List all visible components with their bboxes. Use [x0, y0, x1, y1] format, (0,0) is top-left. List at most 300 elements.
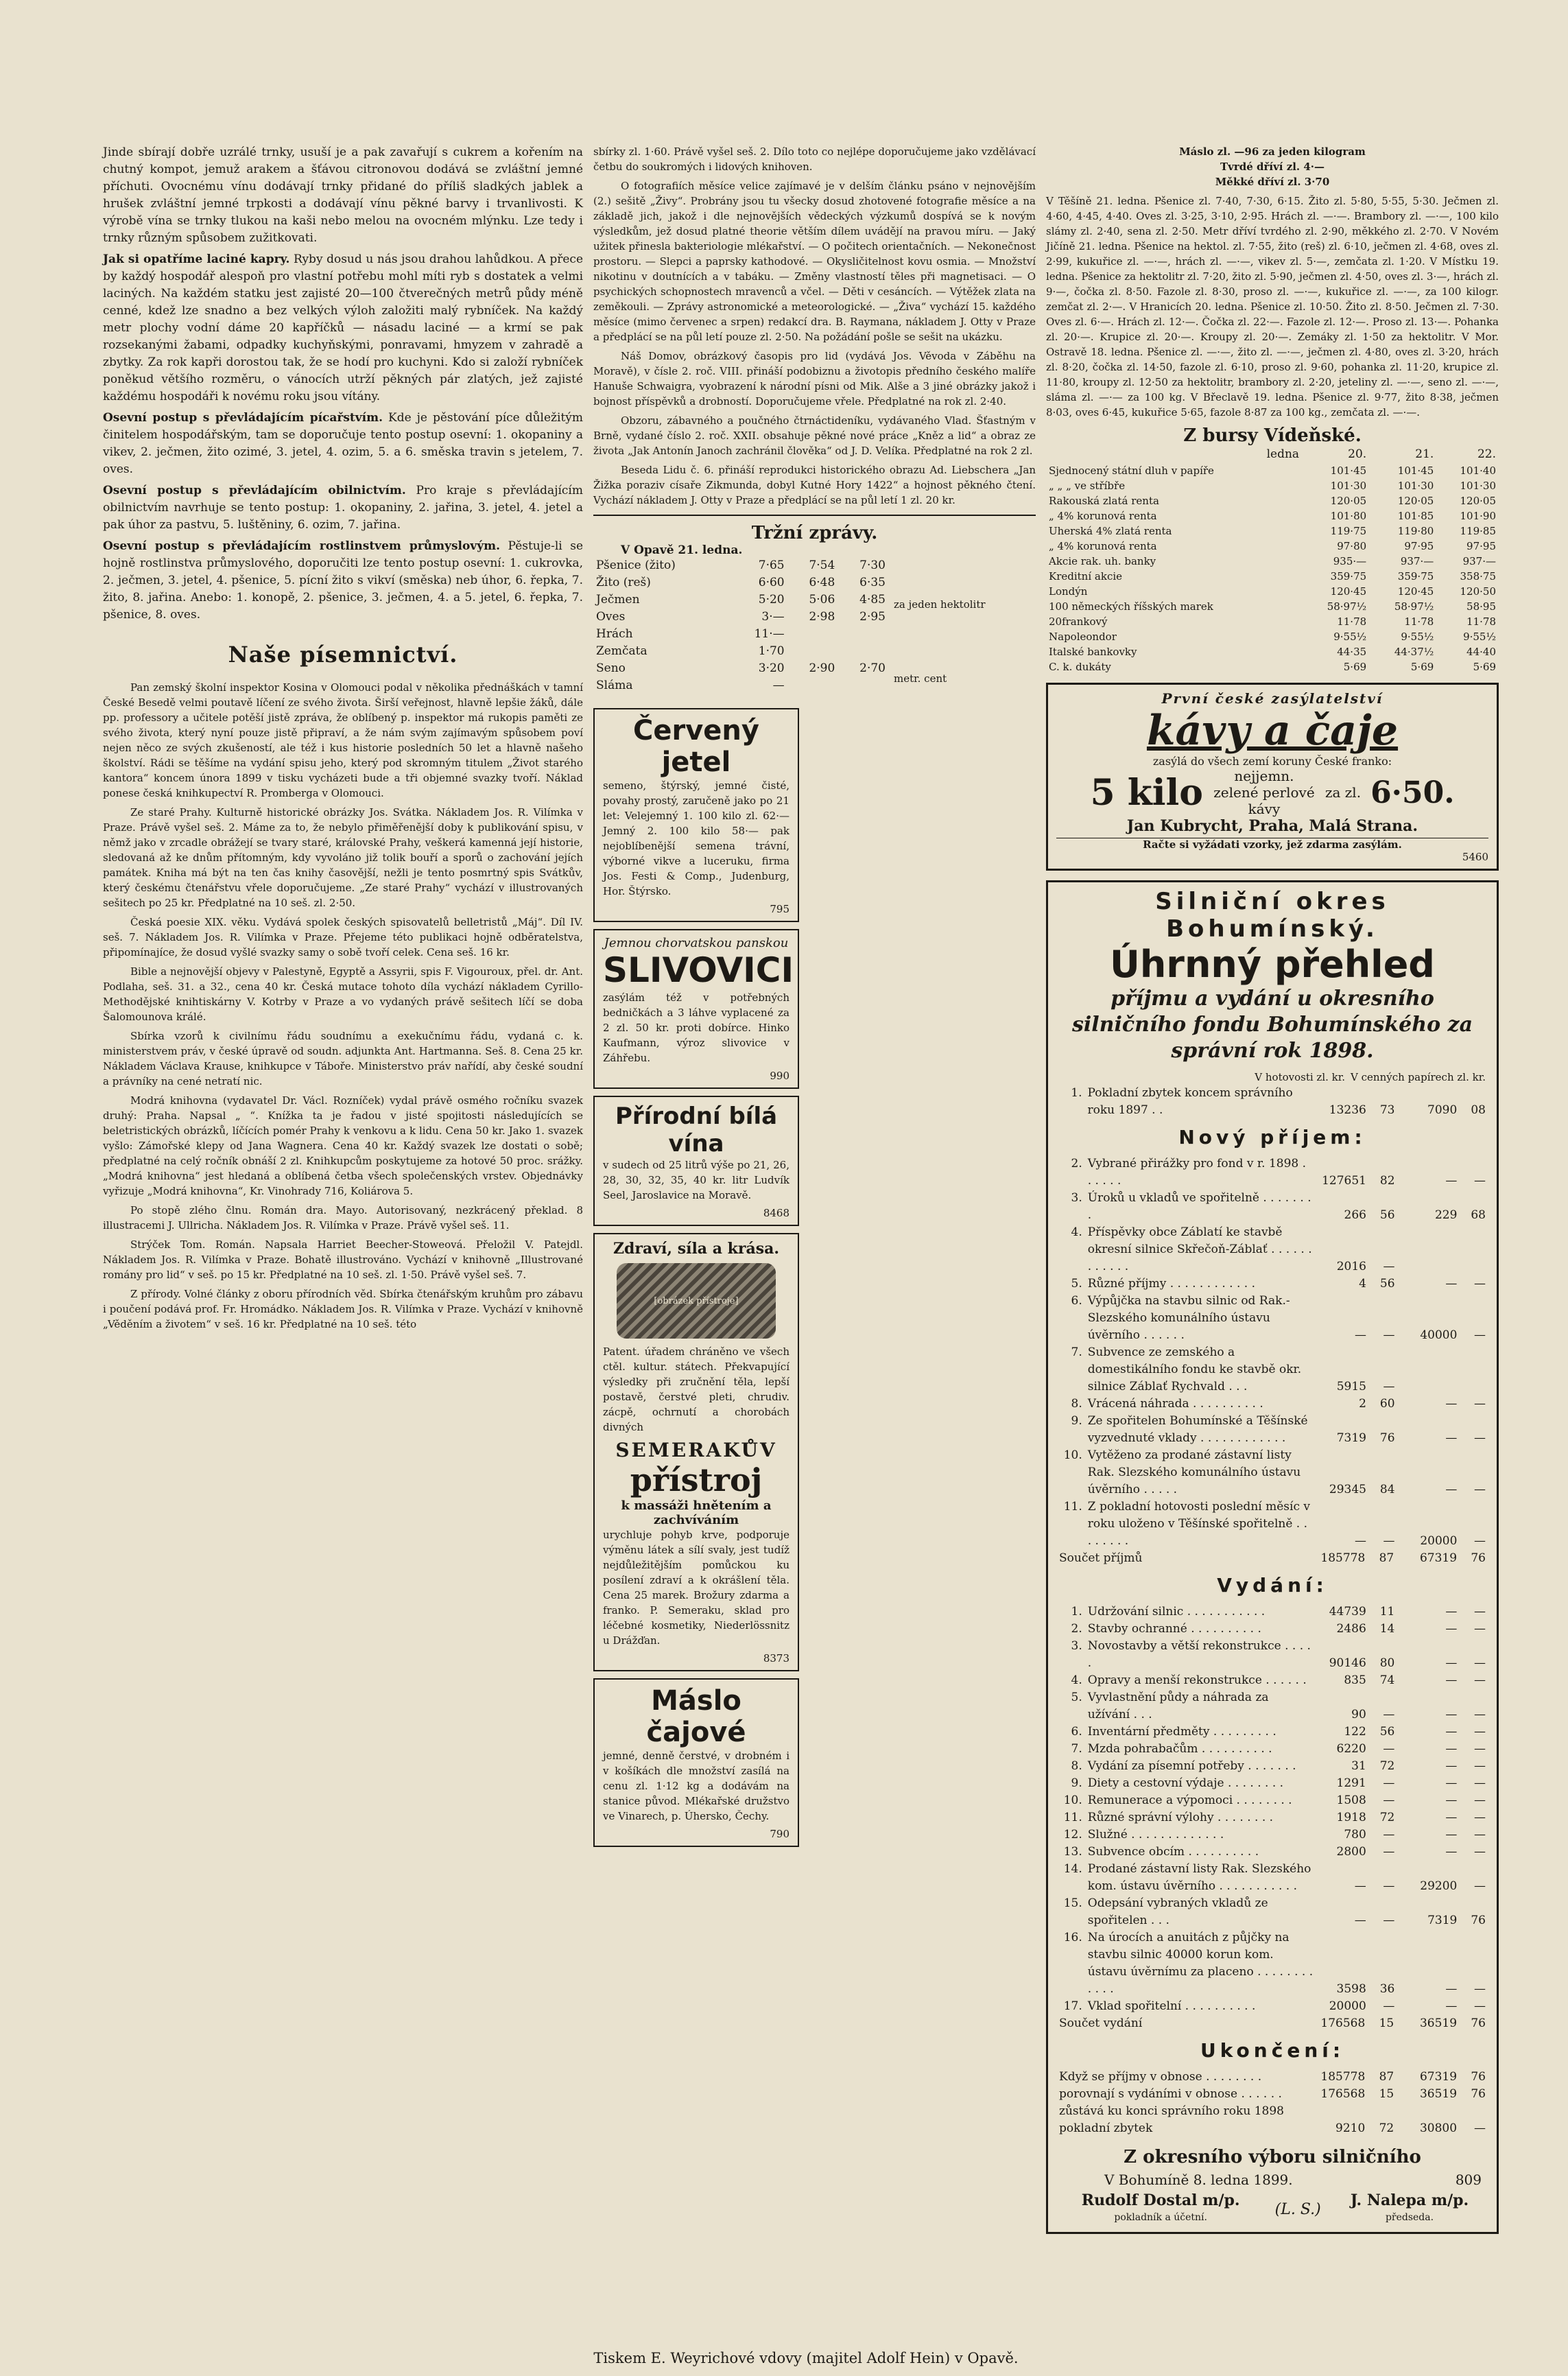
amount: 176568	[1320, 2087, 1366, 2101]
row-number: 9.	[1071, 1776, 1082, 1790]
article-text: sbírky zl. 1·60. Právě vyšel seš. 2. Dílo toto co nejlépe doporučujeme jako vzdělávací četbu do soukromých i lidových knihoven.	[593, 145, 1036, 173]
report-row	[1056, 1861, 1488, 1895]
amount: 15	[1379, 2016, 1394, 2030]
report-banner: Silniční okres Bohumínský.	[1155, 888, 1390, 943]
article-text: Náš Domov, obrázkový časopis pro lid (vydává Jos. Věvoda v Záběhu na Moravě), v čísle 2. roč. VIII. přináší podobiznu a životopis předního českého malíře Hanuše Schwaigra, vyobrazení k národní písni od Mik. Alše a 3 jiné obrázky jakož i bojnost příspěvků a drobností. Doporučujeme vřele. Předplatné na rok zl. 2·40.	[593, 350, 1036, 408]
row-label: Různé správní výlohy . . . . . . . .	[1087, 1811, 1274, 1824]
row-label: Vklad spořitelní . . . . . . . . . .	[1087, 1999, 1256, 2013]
income-first	[1056, 1085, 1488, 1119]
column-1	[103, 144, 583, 1336]
report-row	[1056, 1689, 1488, 1724]
quote-value: 58·97½	[1394, 600, 1434, 613]
bourse-row	[1046, 463, 1499, 478]
row-number: 5.	[1071, 1691, 1082, 1704]
amount: 68	[1471, 1208, 1486, 1222]
article-heading: Osevní postup s převládajícím pícařstvím.	[103, 411, 383, 425]
amount: —	[1383, 1260, 1395, 1273]
amount: —	[1383, 1828, 1395, 1842]
bourse-title: Z bursy Vídeňské.	[1183, 425, 1362, 446]
ad-vina	[593, 1096, 799, 1226]
commodity-name: Hrách	[596, 627, 633, 641]
divider	[593, 515, 1036, 516]
ad-title: SLIVOVICI	[603, 950, 794, 990]
ad-semerak	[593, 1233, 799, 1671]
amount: —	[1354, 1328, 1366, 1342]
quote-value: 935·—	[1333, 555, 1367, 567]
report-row	[1056, 1998, 1488, 2015]
quote-value: 119·75	[1330, 525, 1367, 537]
row-label: Když se příjmy v obnose . . . . . . . .	[1059, 2070, 1262, 2084]
ad-number: 795	[770, 903, 789, 915]
amount: —	[1474, 1776, 1486, 1790]
amount: —	[1474, 1845, 1486, 1859]
commodity-name: Seno	[596, 661, 626, 675]
amount: 2016	[1336, 1260, 1366, 1273]
amount: 56	[1379, 1277, 1395, 1291]
row-label: Různé příjmy . . . . . . . . . . . .	[1087, 1277, 1255, 1291]
row-number: 5.	[1071, 1277, 1082, 1291]
amount: 44739	[1329, 1605, 1366, 1619]
row-label: Subvence ze zemského a domestikálního fondu ke stavbě okr. silnice Záblať Rychvald . . .	[1087, 1345, 1302, 1393]
signature-name: J. Nalepa m/p.	[1350, 2191, 1469, 2209]
amount: 82	[1379, 1174, 1395, 1188]
amount: —	[1474, 1277, 1486, 1291]
amount: 72	[1379, 1811, 1395, 1824]
row-label: Odepsání vybraných vkladů ze spořitelen . . .	[1087, 1896, 1268, 1927]
ad-kava	[1046, 683, 1499, 871]
report-row	[1056, 1672, 1488, 1689]
amount: 40000	[1420, 1328, 1458, 1342]
amount: 87	[1379, 2070, 1394, 2084]
ad-foot: Račte si vyžádati vzorky, jež zdarma zasýlám.	[1056, 838, 1488, 851]
amount: —	[1474, 1397, 1486, 1411]
ad-title: Máslo čajové	[646, 1685, 746, 1748]
bourse-date-head: ledna	[1266, 447, 1300, 461]
price-value: —	[772, 679, 785, 692]
amount: —	[1445, 1999, 1458, 2013]
amount: 29345	[1329, 1483, 1366, 1496]
ad-title: kávy a čaje	[1146, 707, 1399, 755]
signature-role: pokladník a účetní.	[1114, 2212, 1207, 2223]
amount: —	[1445, 1397, 1458, 1411]
amount: —	[1445, 1793, 1458, 1807]
board-line: Z okresního výboru silničního	[1124, 2147, 1421, 2167]
bourse-table	[1046, 446, 1499, 674]
amount: 6220	[1336, 1742, 1366, 1756]
amount: 29200	[1420, 1879, 1458, 1893]
market-row	[593, 643, 888, 660]
amount: 87	[1379, 1551, 1394, 1565]
row-label: Remunerace a výpomoci . . . . . . . .	[1087, 1793, 1292, 1807]
price-value: 4·85	[859, 593, 886, 607]
amount: —	[1474, 1828, 1486, 1842]
row-label: Na úrocích a anuitách z půjčky na stavbu silnic 40000 korun kom. ústavu úvěrnímu za placeno . . . . . . . . . . . .	[1087, 1931, 1314, 1996]
amount: 2486	[1336, 1622, 1366, 1636]
report-row	[1056, 1826, 1488, 1844]
ad-text: Patent. úřadem chráněno ve všech ctěl. kultur. státech. Překvapující výsledky při zručnění těla, lepší postavě, čerstvé pleti, chrudiv. zácpě, ochrnutí a chorobách divných	[603, 1345, 789, 1433]
commodity-name: Žito (reš)	[596, 576, 651, 589]
ad-top: Jemnou chorvatskou panskou	[604, 936, 789, 950]
report-row	[1056, 1413, 1488, 1447]
amount: —	[1445, 1673, 1458, 1687]
amount: 13236	[1329, 1103, 1366, 1117]
market-row	[593, 677, 888, 694]
ref-number: 809	[1455, 2172, 1482, 2188]
security-name: Sjednocený státní dluh v papíře	[1049, 464, 1214, 477]
income-sum	[1056, 1550, 1488, 1567]
amount: —	[1474, 1328, 1486, 1342]
signatures	[1056, 2192, 1488, 2226]
income-table	[1056, 1155, 1488, 1550]
amount: —	[1383, 1708, 1395, 1721]
amount: —	[1474, 1708, 1486, 1721]
market-row	[593, 626, 888, 643]
price-value: 2·95	[859, 610, 886, 624]
printer-footer: Tiskem E. Weyrichové vdovy (majitel Adolf Hein) v Opavě.	[593, 2350, 1019, 2366]
bourse-row	[1046, 584, 1499, 599]
amount: 229	[1434, 1208, 1458, 1222]
row-label: Vyvlastnění půdy a náhrada za užívání . . .	[1087, 1691, 1269, 1721]
row-number: 9.	[1071, 1414, 1082, 1428]
bourse-date-head: 20.	[1348, 447, 1367, 461]
row-label: Subvence obcím . . . . . . . . . .	[1087, 1845, 1259, 1859]
report-row	[1056, 2086, 1488, 2103]
quote-value: 101·85	[1397, 510, 1434, 522]
row-number: 13.	[1063, 1845, 1082, 1859]
quote-value: 5·69	[1343, 661, 1367, 673]
amount: 36519	[1419, 2087, 1458, 2101]
row-label: Diety a cestovní výdaje . . . . . . . .	[1087, 1776, 1284, 1790]
row-number: 16.	[1063, 1931, 1082, 1944]
report-row	[1056, 1498, 1488, 1550]
amount: —	[1383, 1879, 1395, 1893]
quote-value: 44·40	[1466, 646, 1496, 658]
row-label: Příspěvky obce Záblatí ke stavbě okresní silnice Skřečoň-Záblať . . . . . . . . . . . .	[1087, 1225, 1312, 1273]
report-row	[1056, 1190, 1488, 1224]
article-text: Pro kraje s převládajícím obilnictvím navrhuje se tento postup: 1. okopaniny, 2. jařina, 3. jetel, 4. jetel a pak úhor za pastvu, 5. luštěniny, 6. ozim, 7. jařina.	[103, 484, 583, 532]
price-value	[838, 643, 888, 660]
amount: 76	[1471, 2087, 1486, 2101]
quote-value: 120·05	[1330, 495, 1367, 507]
security-name: Akcie rak. uh. banky	[1049, 555, 1156, 567]
row-label: Pokladní zbytek koncem správního roku 1897 . .	[1087, 1086, 1293, 1117]
bourse-row	[1046, 524, 1499, 539]
price-value: 6·35	[859, 576, 886, 589]
article-heading: Osevní postup s převládajícím obilnictvím.	[103, 484, 406, 497]
amount: —	[1445, 1656, 1458, 1670]
ad-price: 6·50.	[1370, 775, 1455, 810]
amount: 185778	[1320, 2070, 1366, 2084]
ad-slivovice	[593, 929, 799, 1089]
quote-value: 101·45	[1397, 464, 1434, 477]
report-row	[1056, 1447, 1488, 1498]
security-name: „ 4% korunová renta	[1049, 510, 1157, 522]
amount: 11	[1379, 1605, 1395, 1619]
report-row	[1056, 1293, 1488, 1344]
quote-value: 9·55½	[1401, 631, 1434, 643]
amount: —	[1383, 1999, 1395, 2013]
amount: 2800	[1336, 1845, 1366, 1859]
bourse-row	[1046, 614, 1499, 629]
commodity-name: Ječmen	[596, 593, 640, 607]
report-row	[1056, 1929, 1488, 1998]
amount: 780	[1344, 1828, 1366, 1842]
row-number: 14.	[1063, 1862, 1082, 1876]
expense-title: Vydání:	[1217, 1574, 1328, 1597]
row-number: 12.	[1063, 1828, 1082, 1842]
report-row	[1056, 2103, 1488, 2137]
amount: —	[1474, 1673, 1486, 1687]
amount: —	[1445, 1982, 1458, 1996]
row-label: Součet vydání	[1059, 2016, 1143, 2030]
quote-value: 97·95	[1404, 540, 1434, 552]
article-heading: Osevní postup s převládajícím rostlinstvem průmyslovým.	[103, 539, 500, 553]
price-value	[838, 677, 888, 694]
bourse-date-head: 21.	[1415, 447, 1434, 461]
amount: 7319	[1427, 1914, 1458, 1927]
quote-value: 359·75	[1330, 570, 1367, 583]
amount: 76	[1379, 1431, 1395, 1445]
close-title: Ukončení:	[1200, 2039, 1345, 2062]
amount: —	[1383, 1742, 1395, 1756]
report-row	[1056, 2015, 1488, 2032]
ad-big: 5 kilo	[1090, 771, 1203, 814]
amount: —	[1474, 1622, 1486, 1636]
quote-value: 9·55½	[1333, 631, 1367, 643]
amount: 2	[1359, 1397, 1366, 1411]
row-label: Úroků u vkladů ve spořitelně . . . . . . . .	[1087, 1191, 1311, 1222]
row-label: Služné . . . . . . . . . . . . .	[1087, 1828, 1224, 1842]
expense-table	[1056, 1603, 1488, 2015]
amount: 7319	[1336, 1431, 1366, 1445]
security-name: Rakouská zlatá renta	[1049, 495, 1159, 507]
row-number: 2.	[1071, 1157, 1082, 1171]
ad-text: jemné, denně čerstvé, v drobném i v košíkách dle množství zasílá na cenu zl. 1·12 kg a dodávám na stanice původ. Mlékařské družstvo ve Vinarech, p. Úhersko, Čechy.	[603, 1750, 789, 1822]
report-title: Úhrnný přehled	[1110, 943, 1435, 986]
amount: 56	[1379, 1208, 1395, 1222]
security-name: 20frankový	[1049, 615, 1108, 628]
article-text: Ze staré Prahy. Kulturně historické obrázky Jos. Svátka. Nákladem Jos. R. Vilímka v Praze. Právě vyšel seš. 2. Máme za to, že nebylo přiměřenější doby k publikování spisu, v němž jako v zrcadle obrážejí se tvary staré, královské Prahy, veškerá kamenná její historie, sledovaná až ke dnům přítomným, kdy vyvoláno již tolik bouří a sporů o zachování jejích památek. Kniha má být na ten čas knihy časovější, nežli je tento posmrtný spis Svátkův, který českému čtenářstvu vřele doporučujeme. „Ze staré Prahy“ vychází v illustrovaných sešitech po 25 kr. Předplatné na 10 seš. zl. 2·50.	[103, 806, 583, 909]
security-name: Napoleondor	[1049, 631, 1117, 643]
row-label: Stavby ochranné . . . . . . . . . .	[1087, 1622, 1261, 1636]
article-text: Obzoru, zábavného a poučného čtrnáctideníku, vydávaného Vlad. Šťastným v Brně, vydané číslo 2. roč. XXII. obsahuje pěkné nové práce „Kněz a lid“ a obraz ze života „Jak Antonín Janoch zachránil člověka“ od J. D. Velíka. Předplatné na rok 2 zl.	[593, 414, 1036, 457]
quote-value: 101·40	[1460, 464, 1496, 477]
price-value: 5·20	[758, 593, 785, 607]
report-row	[1056, 1844, 1488, 1861]
amount: —	[1474, 1999, 1486, 2013]
amount: —	[1474, 1811, 1486, 1824]
report-row	[1056, 1895, 1488, 1929]
quote-value: 119·85	[1460, 525, 1496, 537]
article-text: Jinde sbírají dobře uzrálé trnky, usuší je a pak zavařují s cukrem a kořením na chutný kompot, jemuž arakem a šťávou citronovou dodává se zvláštní jemné příchuti. Ovocnému vínu dodávají trnky přidané do příliš sladkých jablek a hrušek zvláštní jemné trpkosti a dodávají vínu pěkné barvy i trvanlivosti. K výrobě vína se trnky tlukou na kaši nebo melou na ovocném mlýnku. Lze tedy i trnky různým spůsobem zužitkovati.	[103, 145, 583, 245]
report-row	[1056, 1224, 1488, 1275]
row-number: 4.	[1071, 1225, 1082, 1239]
quote-value: 97·80	[1337, 540, 1367, 552]
market-place: V Opavě 21. ledna.	[621, 543, 743, 557]
amount: —	[1445, 1811, 1458, 1824]
amount: 76	[1471, 2016, 1486, 2030]
row-label: Vydání za písemní potřeby . . . . . . .	[1087, 1759, 1296, 1773]
row-label: zůstává ku konci správního roku 1898 pokladní zbytek	[1059, 2104, 1284, 2135]
report-row	[1056, 1741, 1488, 1758]
report-row	[1056, 1603, 1488, 1621]
ad-price-label: za zl.	[1325, 784, 1362, 801]
row-label: Udržování silnic . . . . . . . . . . .	[1087, 1605, 1266, 1619]
amount: 67319	[1419, 1551, 1458, 1565]
price-value: 6·48	[809, 576, 835, 589]
row-number: 15.	[1063, 1896, 1082, 1910]
row-label: Prodané zástavní listy Rak. Slezského kom. ústavu úvěrního . . . . . . . . . . .	[1087, 1862, 1311, 1893]
quote-value: 44·37½	[1394, 646, 1434, 658]
signature-name: Rudolf Dostal m/p.	[1081, 2191, 1240, 2209]
close-table	[1056, 2069, 1488, 2137]
amount: 15	[1379, 2087, 1394, 2101]
amount: 76	[1471, 2070, 1486, 2084]
quote-value: 101·30	[1397, 480, 1434, 492]
report-row	[1056, 1621, 1488, 1638]
amount: —	[1474, 1431, 1486, 1445]
article-text: Po stopě zlého člnu. Román dra. Mayo. Autorisovaný, nezkrácený překlad. 8 illustracemi J. Ullricha. Nákladem Jos. R. Vilímka v Praze. Právě vyšel seš. 11.	[103, 1204, 583, 1232]
amount: —	[1354, 1914, 1366, 1927]
new-income-title: Nový příjem:	[1178, 1126, 1366, 1149]
column-2	[593, 144, 1036, 1854]
ad-text: v sudech od 25 litrů výše po 21, 26, 28, 30, 32, 35, 40 kr. litr Ludvík Seel, Jaroslavice na Moravě.	[603, 1159, 789, 1201]
ad-number: 990	[770, 1070, 789, 1082]
amount: —	[1474, 1742, 1486, 1756]
quote-value: 120·50	[1460, 585, 1496, 598]
row-number: 17.	[1063, 1999, 1082, 2013]
amount: 7090	[1427, 1103, 1458, 1117]
bourse-row	[1046, 659, 1499, 674]
commodity-name: Oves	[596, 610, 626, 624]
ad-text: zasýlám též v potřebných bedničkách a 3 láhve vyplacené za 2 zl. 50 kr. proti dobírce. Hinko Kaufmann, výroz slivovice v Záhřebu.	[603, 991, 789, 1064]
market-unit: za jeden hektolitr	[894, 598, 986, 611]
row-number: 10.	[1063, 1448, 1082, 1462]
amount: 3598	[1336, 1982, 1366, 1996]
price-value: 7·65	[758, 558, 785, 572]
amount: 122	[1344, 1725, 1366, 1739]
signature-role: předseda.	[1385, 2212, 1434, 2223]
quote-value: 937·—	[1462, 555, 1496, 567]
amount: 20000	[1420, 1534, 1458, 1548]
row-label: Z pokladní hotovosti poslední měsíc v roku uloženo v Těšínské spořitelně . . . . . . . .	[1087, 1500, 1310, 1548]
amount: —	[1445, 1759, 1458, 1773]
amount: —	[1383, 1793, 1395, 1807]
price-value: 2·98	[809, 610, 835, 624]
row-number: 1.	[1071, 1086, 1082, 1100]
quote-value: 101·30	[1330, 480, 1367, 492]
report-table-header	[1056, 1070, 1488, 1085]
ad-number: 8468	[763, 1207, 789, 1219]
amount: —	[1383, 1914, 1395, 1927]
commodity-name: Pšenice (žito)	[596, 558, 676, 572]
column-head: V hotovosti zl. kr.	[1255, 1071, 1346, 1083]
market-title: Tržní zprávy.	[751, 523, 878, 543]
commodity-name: Zemčata	[596, 644, 648, 658]
amount: 14	[1379, 1622, 1395, 1636]
article-text: Ryby dosud u nás jsou drahou lahůdkou. A přece by každý hospodář alespoň pro vlastní potřebu mohl míti ryb s dostatek a velmi laciných. Na každém statku jest zajisté 20—100 čtverečných metrů půdy méně cenné, kdež lze snadno a bez velkých výloh založiti malý rybníček. Na každý metr plochy vodní dáme 20 kapříčků — násadu laciné — a krmí se pak rozsekanými žabami, odpadky kuchyňskými, ponravami, hmyzem v zahradě a zbytky. Za rok kapři dorostou tak, že se hodí pro kuchyni. Kdo si založí rybníček poněkud většího rozměru, o vánocích utrží pěkných pár zlatých, jež zajisté každému hospodáři k novému roku jsou vítány.	[103, 252, 584, 403]
amount: 1918	[1336, 1811, 1366, 1824]
amount: 20000	[1329, 1999, 1366, 2013]
ad-subtitle: k massáži hnětením a zachvíváním	[621, 1498, 772, 1527]
price-value: 3·—	[761, 610, 785, 624]
report-row	[1056, 1344, 1488, 1396]
quote-value: 11·78	[1466, 615, 1496, 628]
ad-text: urychluje pohyb krve, podporuje výměnu látek a sílí svaly, jest tudíž nejdůležitějším pomůckou ku posílení zdraví a k okrášlení těla. Cena 25 marek. Brožury zdarma a franko. P. Semeraku, sklad pro léčebné kosmetiky, Niederlössnitz u Drážďan.	[603, 1529, 789, 1647]
amount: —	[1474, 1759, 1486, 1773]
amount: —	[1474, 1605, 1486, 1619]
row-label: Opravy a menší rekonstrukce . . . . . .	[1087, 1673, 1307, 1687]
report-row	[1056, 1396, 1488, 1413]
row-label: Vrácená náhrada . . . . . . . . . .	[1087, 1397, 1263, 1411]
amount: 36519	[1419, 2016, 1458, 2030]
row-number: 10.	[1063, 1793, 1082, 1807]
report-subtitle: příjmu a vydání u okresního silničního fondu Bohumínského za správní rok 1898.	[1071, 987, 1473, 1063]
amount: —	[1445, 1845, 1458, 1859]
row-number: 8.	[1071, 1397, 1082, 1411]
quote-value: 5·69	[1410, 661, 1434, 673]
amount: —	[1354, 1879, 1366, 1893]
column-3	[1046, 144, 1499, 2241]
security-name: Kreditní akcie	[1049, 570, 1123, 583]
bourse-date-head: 22.	[1477, 447, 1496, 461]
amount: —	[1474, 1982, 1486, 1996]
amount: 31	[1351, 1759, 1366, 1773]
amount: —	[1474, 1656, 1486, 1670]
amount: 30800	[1419, 2121, 1458, 2135]
amount: —	[1445, 1483, 1458, 1496]
amount: 72	[1379, 2121, 1394, 2135]
ad-firm: Jan Kubrycht, Praha, Malá Strana.	[1126, 817, 1418, 835]
amount: —	[1474, 1793, 1486, 1807]
amount: —	[1474, 1879, 1486, 1893]
quote-value: 11·78	[1404, 615, 1434, 628]
price-value	[787, 643, 838, 660]
amount: 84	[1379, 1483, 1395, 1496]
ad-jetel	[593, 708, 799, 922]
section-title: Naše písemnictví.	[228, 642, 458, 668]
quote-value: 58·97½	[1327, 600, 1367, 613]
amount: —	[1474, 2121, 1486, 2135]
amount: —	[1383, 1328, 1395, 1342]
quote-value: 11·78	[1337, 615, 1367, 628]
report-row	[1056, 1724, 1488, 1741]
security-name: C. k. dukáty	[1049, 661, 1111, 673]
bourse-row	[1046, 629, 1499, 644]
ads-left	[593, 701, 799, 1854]
market-block	[593, 557, 1036, 694]
quote-value: 5·69	[1473, 661, 1496, 673]
road-fund-report	[1046, 880, 1499, 2234]
row-label: Ze spořitelen Bohumínské a Těšínské vyzvednuté vklady . . . . . . . . . . . .	[1087, 1414, 1308, 1445]
amount: —	[1445, 1622, 1458, 1636]
column-head: V cenných papírech zl. kr.	[1351, 1071, 1486, 1083]
amount: —	[1445, 1828, 1458, 1842]
amount: —	[1445, 1708, 1458, 1721]
bourse-row	[1046, 539, 1499, 554]
article-text: Bible a nejnovější objevy v Palestyně, Egyptě a Assyrii, spis F. Vigouroux, přel. dr. Ant. Podlaha, seš. 31. a 32., cena 40 kr. Česká mutace tohoto díla vychází nákladem Cyrillo-Methodějské knihtiskárny V. Kotrby v Praze a vo vydaných právě sešitech líčí se doba Šalomounova králé.	[103, 965, 583, 1023]
price-value: 7·30	[859, 558, 886, 572]
quote-value: 937·—	[1400, 555, 1434, 567]
amount: —	[1445, 1431, 1458, 1445]
price-value: 11·—	[754, 627, 785, 641]
price-value: 2·90	[809, 661, 835, 675]
security-name: „ „ „ ve stříbře	[1049, 480, 1126, 492]
place-date: V Bohumíně 8. ledna 1899.	[1104, 2172, 1293, 2188]
article-text: Pan zemský školní inspektor Kosina v Olomouci podal v několika přednáškách v tamní České Besedě velmi poutavě líčení ze svého života. Širší veřejnost, hlavně lepšie žáků, dále pp. professory a učitele potěší jistě zpráva, že oblíbený p. inspektor má rukopis paměti ze svého života, který nyní pouze jistě připraví, a že nám svým zajímavým spůsobem poví nejen něco ze svých zkušeností, ale též i kus historie posledních 50 let a hlavně našeho školství. Rádi se těšíme na vydání spisu jeho, který pod skromným titulem „Život starého kantora“ koncem února 1899 v tisku vycházeti bude a tři objemné svazky tvoří. Náklad ponese česká knihkupectví R. Promberga v Olomouci.	[103, 681, 583, 799]
amount: —	[1383, 1776, 1395, 1790]
amount: 36	[1379, 1982, 1395, 1996]
